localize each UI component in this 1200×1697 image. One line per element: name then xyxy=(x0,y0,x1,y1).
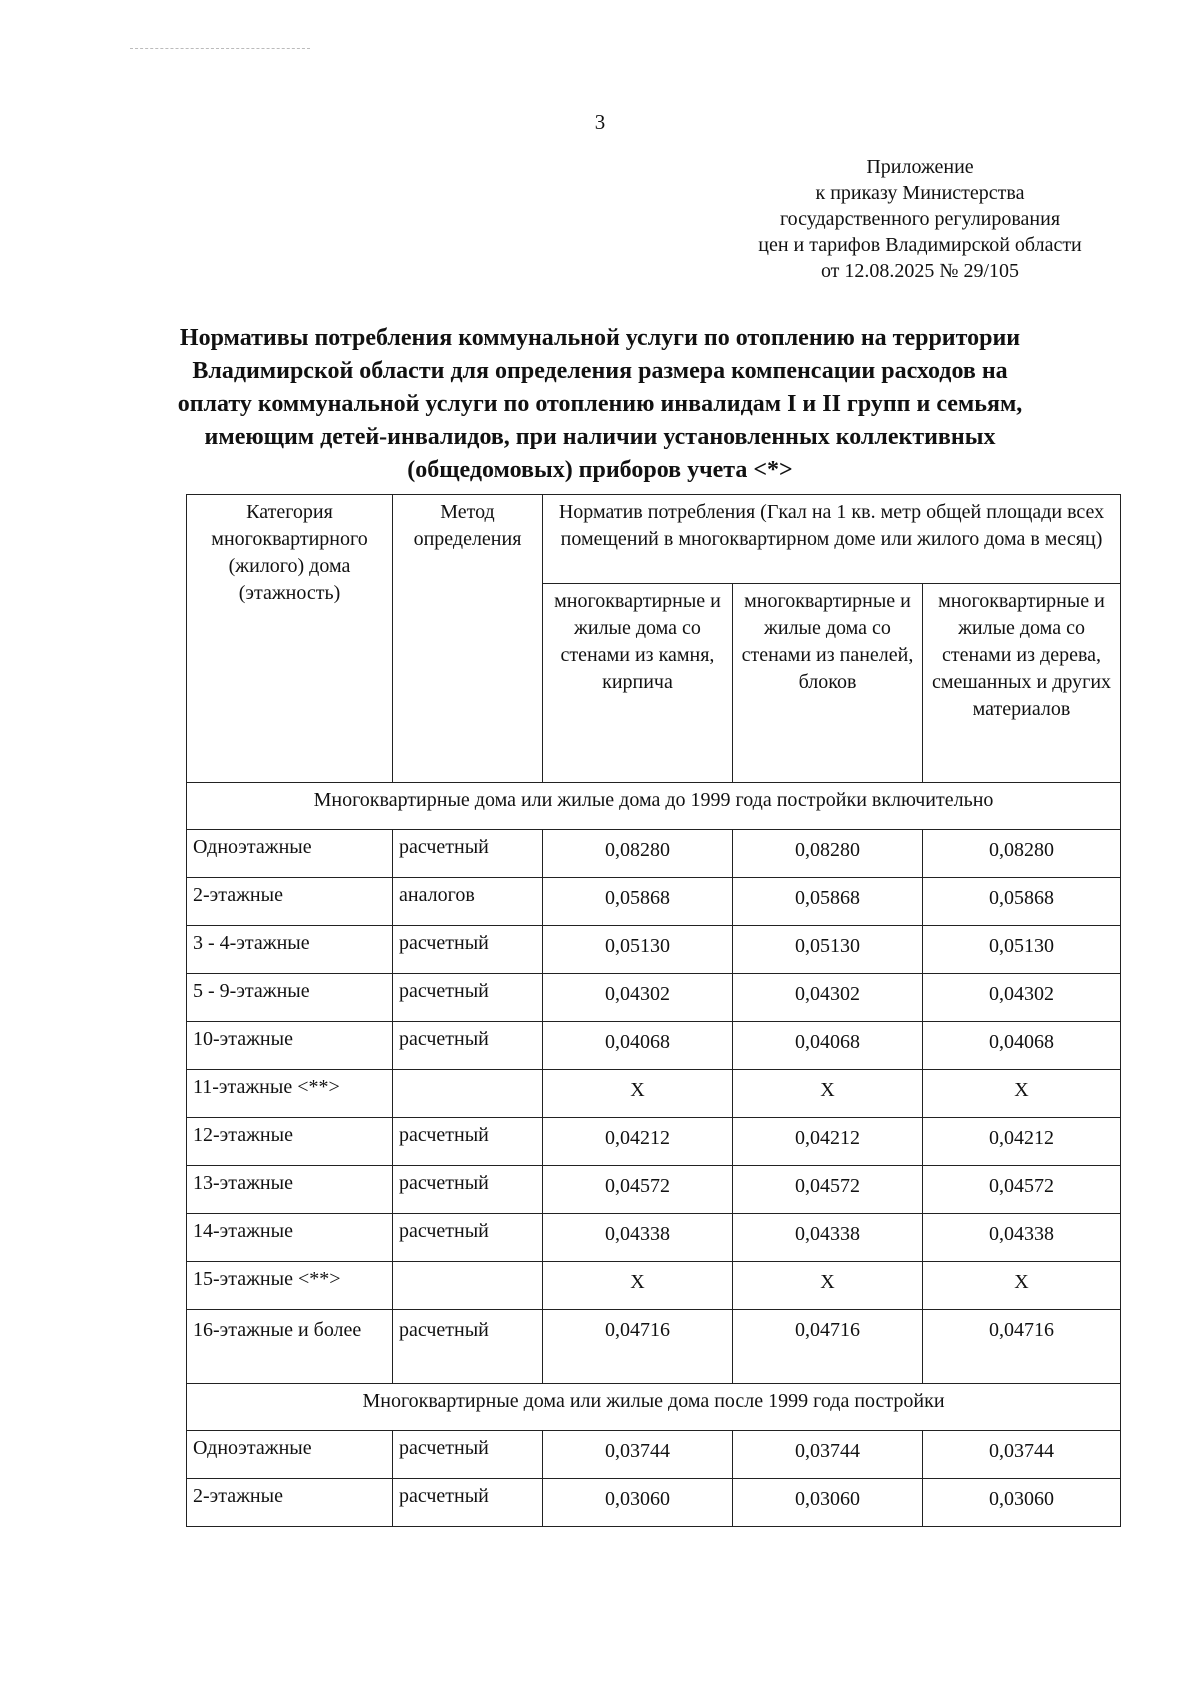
cell-method: расчетный xyxy=(393,1166,543,1214)
cell-value: 0,05868 xyxy=(543,878,733,926)
cell-value: 0,03060 xyxy=(543,1479,733,1527)
cell-method: расчетный xyxy=(393,1310,543,1384)
norms-table xyxy=(186,494,1121,1527)
table-row xyxy=(187,1431,1121,1479)
cell-value: 0,04302 xyxy=(923,974,1121,1022)
table-row xyxy=(187,974,1121,1022)
cell-category: 2-этажные xyxy=(187,1479,393,1527)
cell-method: расчетный xyxy=(393,1118,543,1166)
appendix-line: государственного регулирования xyxy=(779,208,1061,230)
cell-value: 0,04338 xyxy=(543,1214,733,1262)
cell-value: 0,03060 xyxy=(923,1479,1121,1527)
cell-value: 0,04572 xyxy=(733,1166,923,1214)
cell-category: 10-этажные xyxy=(187,1022,393,1070)
cell-category: 3 - 4-этажные xyxy=(187,926,393,974)
cell-category: 13-этажные xyxy=(187,1166,393,1214)
cell-value: 0,04212 xyxy=(543,1118,733,1166)
cell-value: 0,04212 xyxy=(733,1118,923,1166)
table-row xyxy=(187,1070,1121,1118)
cell-value: X xyxy=(543,1262,733,1310)
cell-value: X xyxy=(733,1262,923,1310)
cell-value: 0,04068 xyxy=(923,1022,1121,1070)
table-row xyxy=(187,1022,1121,1070)
cell-value: X xyxy=(733,1070,923,1118)
header-category: Категория многоквартирного (жилого) дома (этажность) xyxy=(187,495,393,783)
appendix-block xyxy=(720,154,1120,284)
table-row xyxy=(187,830,1121,878)
cell-value: X xyxy=(543,1070,733,1118)
header-row xyxy=(187,495,1121,584)
header-sub-panel: многоквартирные и жилые дома со стенами из панелей, блоков xyxy=(733,584,923,783)
section-title: Многоквартирные дома или жилые дома до 1999 года постройки включительно xyxy=(187,783,1121,830)
table-row xyxy=(187,878,1121,926)
table-row xyxy=(187,1310,1121,1384)
cell-value: 0,04716 xyxy=(923,1310,1121,1384)
table-row xyxy=(187,926,1121,974)
cell-value: 0,05868 xyxy=(733,878,923,926)
cell-method: расчетный xyxy=(393,926,543,974)
cell-method: расчетный xyxy=(393,830,543,878)
cell-value: 0,08280 xyxy=(543,830,733,878)
cell-value: 0,05130 xyxy=(733,926,923,974)
section-title: Многоквартирные дома или жилые дома после 1999 года постройки xyxy=(187,1384,1121,1431)
table-row xyxy=(187,1166,1121,1214)
appendix-line: к приказу Министерства xyxy=(815,182,1025,204)
document-title: Нормативы потребления коммунальной услуги по отоплению на территории Владимирской области для определения размера компенсации расходов на оплату коммунальной услуги по отоплению инвалидам I и II групп и семьям, имеющим детей-инвалидов, при наличии установленных коллективных (общедомовых) приборов учета <*> xyxy=(177,325,1023,483)
cell-method xyxy=(393,1262,543,1310)
cell-method: расчетный xyxy=(393,1022,543,1070)
cell-method: аналогов xyxy=(393,878,543,926)
table-row xyxy=(187,1214,1121,1262)
cell-category: Одноэтажные xyxy=(187,1431,393,1479)
cell-method xyxy=(393,1070,543,1118)
cell-method: расчетный xyxy=(393,974,543,1022)
page-number: 3 xyxy=(594,110,606,134)
cell-value: 0,04716 xyxy=(543,1310,733,1384)
cell-category: 15-этажные <**> xyxy=(187,1262,393,1310)
appendix-line: от 12.08.2025 № 29/105 xyxy=(820,260,1020,282)
cell-value: 0,04068 xyxy=(733,1022,923,1070)
cell-value: 0,08280 xyxy=(733,830,923,878)
cell-category: 5 - 9-этажные xyxy=(187,974,393,1022)
cell-category: 16-этажные и более xyxy=(187,1310,393,1384)
table-row xyxy=(187,1479,1121,1527)
cell-value: 0,03744 xyxy=(923,1431,1121,1479)
cell-value: 0,04338 xyxy=(733,1214,923,1262)
header-norm: Норматив потребления (Гкал на 1 кв. метр общей площади всех помещений в многоквартирном доме или жилого дома в месяц) xyxy=(543,495,1121,584)
section-row xyxy=(187,1384,1121,1431)
cell-value: 0,04716 xyxy=(733,1310,923,1384)
cell-value: 0,04212 xyxy=(923,1118,1121,1166)
cell-value: 0,05130 xyxy=(923,926,1121,974)
cell-value: 0,04302 xyxy=(543,974,733,1022)
header-sub-wood: многоквартирные и жилые дома со стенами из дерева, смешанных и других материалов xyxy=(923,584,1121,783)
cell-value: 0,08280 xyxy=(923,830,1121,878)
scan-artifact xyxy=(130,48,310,49)
cell-category: 12-этажные xyxy=(187,1118,393,1166)
table-row xyxy=(187,1118,1121,1166)
cell-category: 14-этажные xyxy=(187,1214,393,1262)
cell-value: 0,04302 xyxy=(733,974,923,1022)
header-method: Метод определения xyxy=(393,495,543,783)
cell-method: расчетный xyxy=(393,1479,543,1527)
cell-method: расчетный xyxy=(393,1214,543,1262)
cell-value: 0,04572 xyxy=(543,1166,733,1214)
cell-value: 0,04572 xyxy=(923,1166,1121,1214)
cell-value: X xyxy=(923,1262,1121,1310)
cell-value: 0,04068 xyxy=(543,1022,733,1070)
cell-value: X xyxy=(923,1070,1121,1118)
cell-method: расчетный xyxy=(393,1431,543,1479)
section-row xyxy=(187,783,1121,830)
cell-category: 2-этажные xyxy=(187,878,393,926)
cell-category: Одноэтажные xyxy=(187,830,393,878)
cell-value: 0,03744 xyxy=(733,1431,923,1479)
cell-value: 0,05868 xyxy=(923,878,1121,926)
cell-category: 11-этажные <**> xyxy=(187,1070,393,1118)
header-sub-stone: многоквартирные и жилые дома со стенами из камня, кирпича xyxy=(543,584,733,783)
table-row xyxy=(187,1262,1121,1310)
cell-value: 0,03060 xyxy=(733,1479,923,1527)
cell-value: 0,04338 xyxy=(923,1214,1121,1262)
appendix-line: Приложение xyxy=(866,156,974,178)
cell-value: 0,05130 xyxy=(543,926,733,974)
appendix-line: цен и тарифов Владимирской области xyxy=(758,234,1082,256)
cell-value: 0,03744 xyxy=(543,1431,733,1479)
